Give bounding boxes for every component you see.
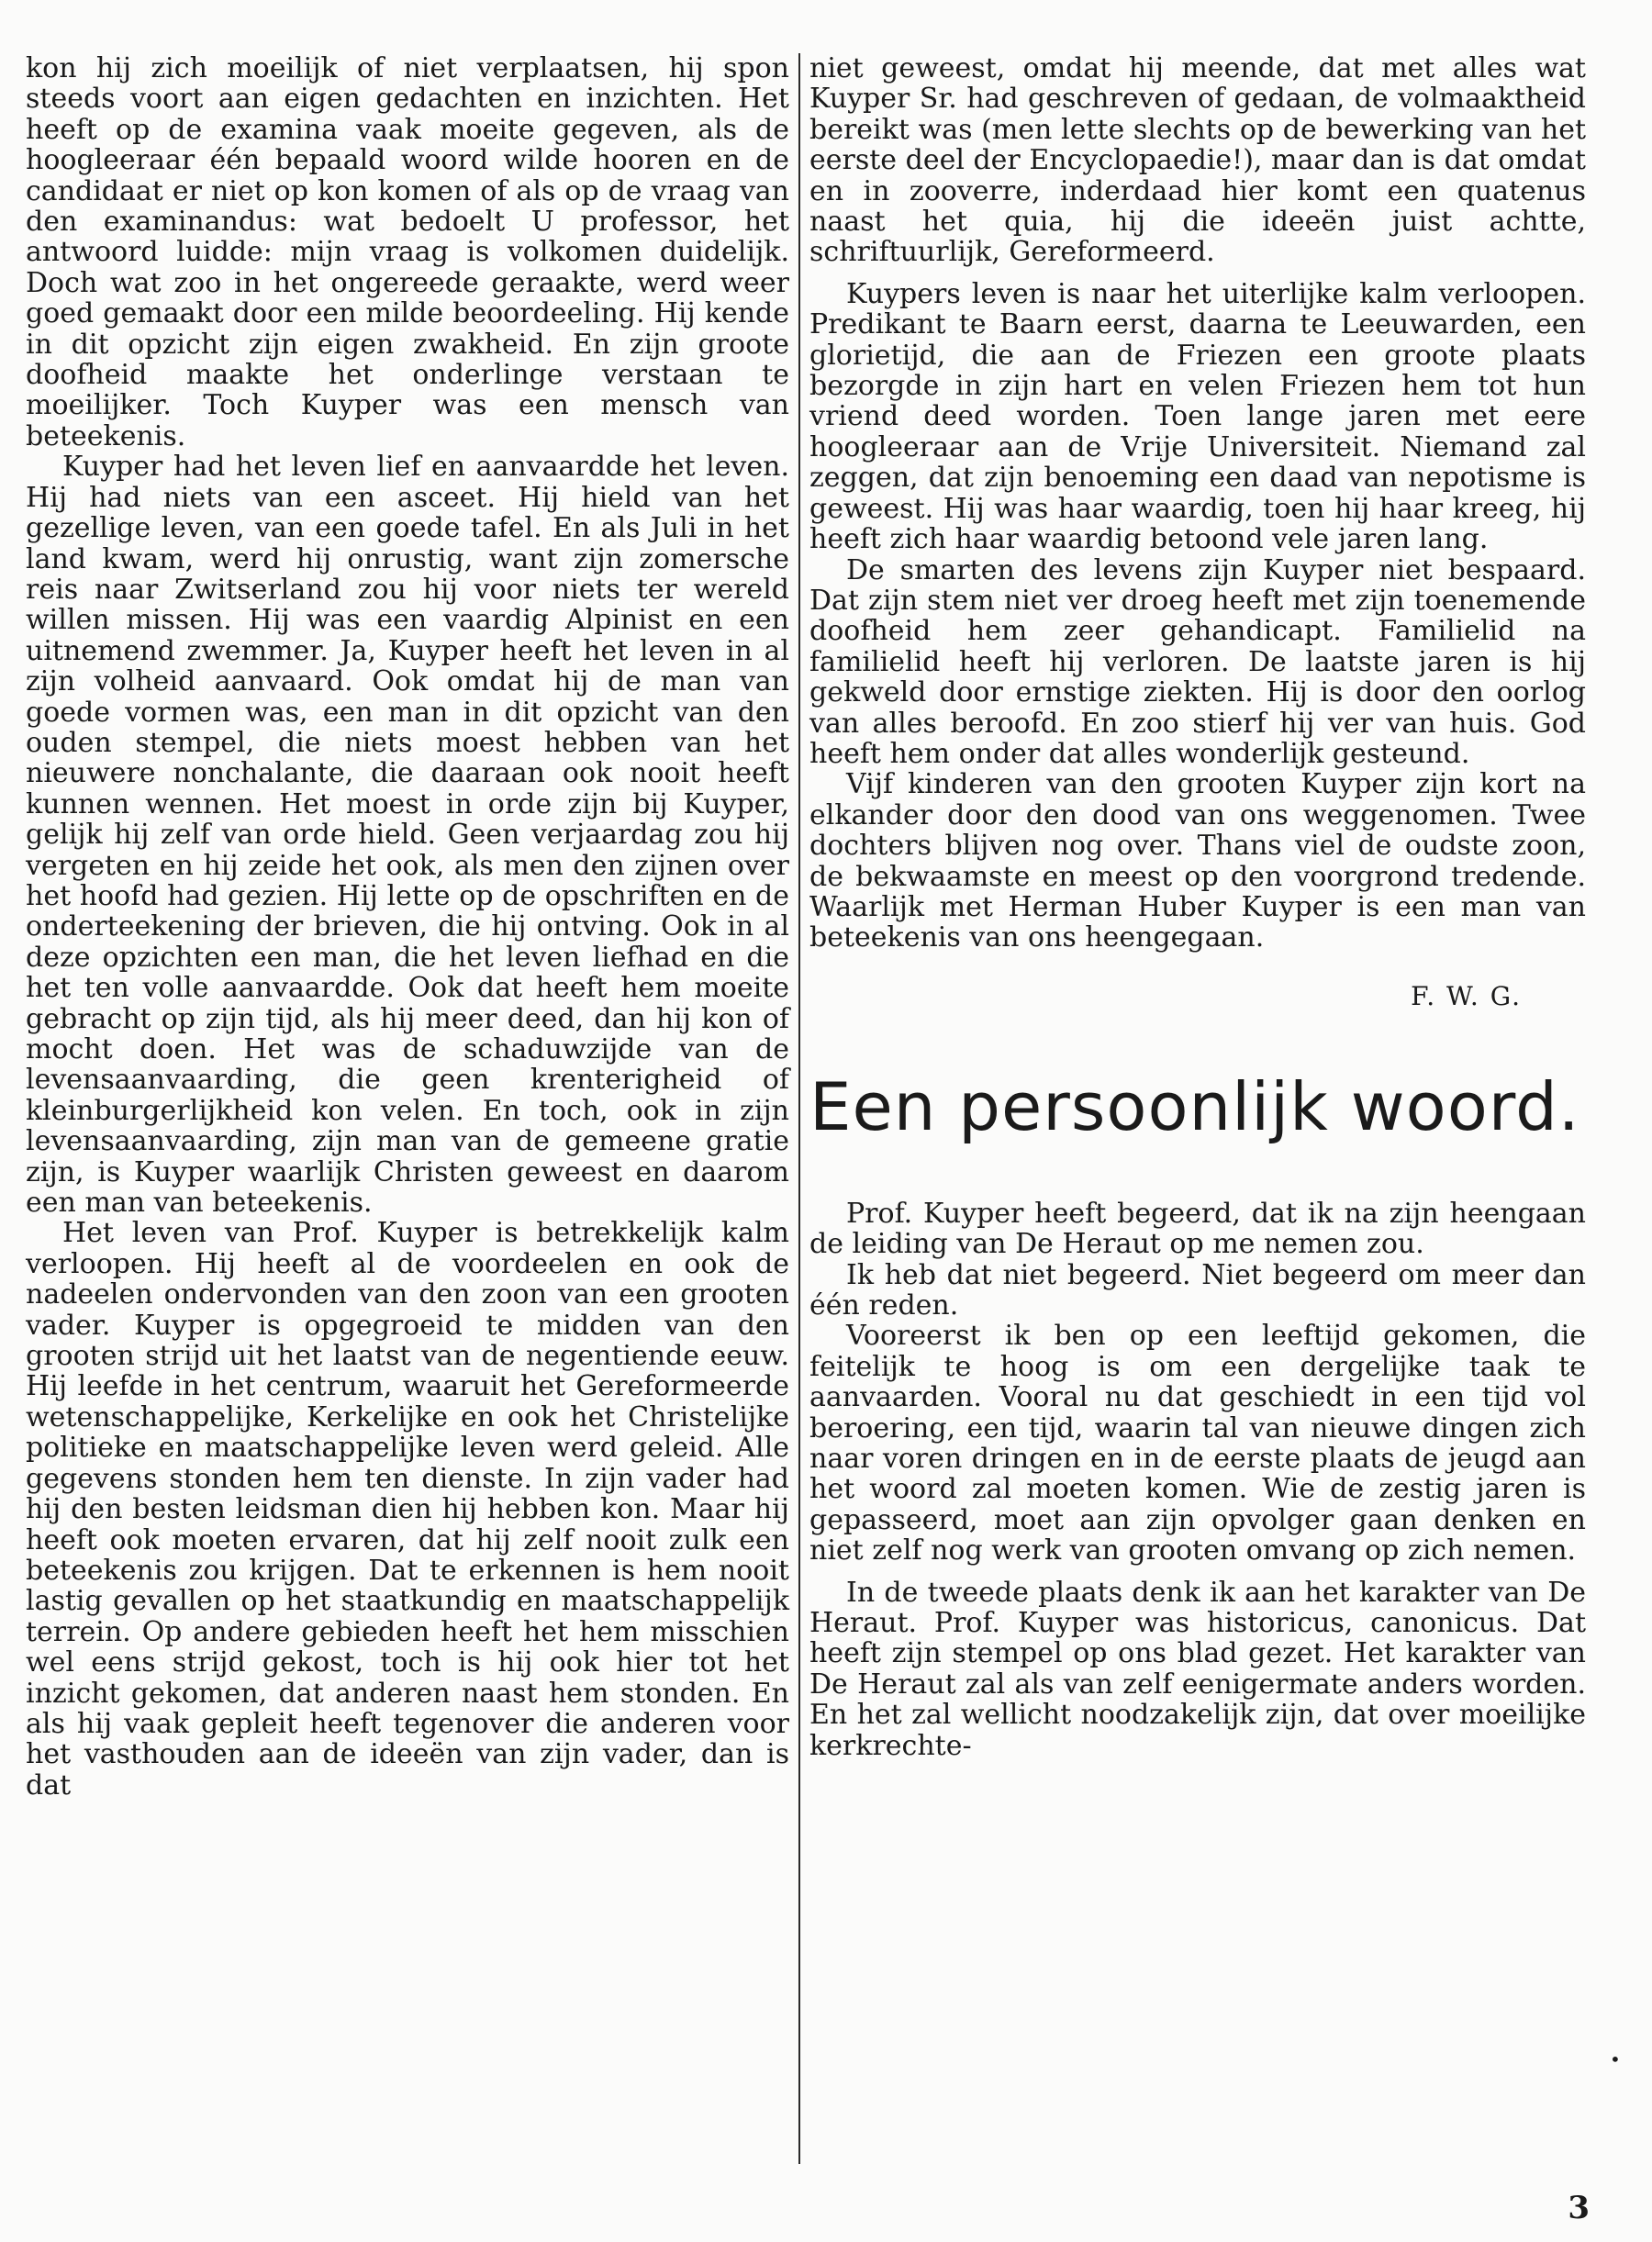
article-paragraph-4: In de tweede plaats denk ik aan het karakter van De Heraut. Prof. Kuyper was historicus, canonicus. Dat heeft zijn stempel op ons blad gezet. Het karakter van De Heraut zal als van zelf eenigermate anders worden. En het zal wellicht noodzakelijk zijn, dat over moeilijke kerkrechte- [809, 1576, 1586, 1762]
margin-dot: • [1610, 2048, 1621, 2070]
right-paragraph-1: niet geweest, omdat hij meende, dat met alles wat Kuyper Sr. had geschreven of gedaan, de volmaaktheid bereikt was (men lette slechts op de bewerking van het eerste deel der Encyclopaedie!), maar dan is dat omdat en in zooverre, inderdaad hier komt een quatenus naast het quia, hij die ideeën juist achtte, schriftuurlijk, Gereformeerd. [809, 52, 1586, 269]
right-paragraph-2: Kuypers leven is naar het uiterlijke kalm verloopen. Predikant te Baarn eerst, daarna te Leeuwarden, een glorietijd, die aan de Friezen een groote plaats bezorgde in zijn hart en velen Friezen hem tot hun vriend deed worden. Toen lange jaren met eere hoogleeraar aan de Vrije Universiteit. Niemand zal zeggen, dat zijn benoeming een daad van nepotisme is geweest. Hij was haar waardig, toen hij haar kreeg, hij heeft zich haar waardig betoond vele jaren lang. [809, 277, 1586, 556]
page-number: 3 [1568, 2190, 1590, 2226]
left-paragraph-2: Kuyper had het leven lief en aanvaardde het leven. Hij had niets van een asceet. Hij hield van het gezellige leven, van een goede tafel. En als Juli in het land kwam, werd hij onrustig, want zijn zomersche reis naar Zwitserland zou hij voor niets ter wereld willen missen. Hij was een vaardig Alpinist en een uitnemend zwemmer. Ja, Kuyper heeft het leven in al zijn volheid aanvaard. Ook omdat hij de man van goede vormen was, een man in dit opzicht van den ouden stempel, die niets moest hebben van het nieuwere nonchalante, die daaraan ook nooit heeft kunnen wennen. Het moest in orde zijn bij Kuyper, gelijk hij zelf van orde hield. Geen verjaardag zou hij vergeten en hij zeide het ook, als men den zijnen over het hoofd had gezien. Hij lette op de opschriften en de onderteekening der brieven, die hij ontving. Ook in al deze opzichten een man, die het leven liefhad en die het ten volle aanvaardde. Ook dat heeft hem moeite gebracht op zijn tijd, als hij meer deed, dan hij kon of mocht doen. Het was de schaduwzijde van de levensaanvaarding, die geen krenterigheid of kleinburgerlijkheid kon velen. En toch, ook in zijn levensaanvaarding, zijn man van de gemeene gratie zijn, is Kuyper waarlijk Christen geweest en daarom een man van beteekenis. [26, 451, 789, 1220]
left-paragraph-3: Het leven van Prof. Kuyper is betrekkelijk kalm verloopen. Hij heeft al de voordeelen en ook de nadeelen ondervonden van den zoon van een grooten vader. Kuyper is opgegroeid te midden van den grooten strijd uit het laatst van de negentiende eeuw. Hij leefde in het centrum, waaruit het Gereformeerde wetenschappelijke, Kerkelijke en ook het Christelijke politieke en maatschappelijke leven werd geleid. Alle gegevens stonden hem ten dienste. In zijn vader had hij den besten leidsman dien hij hebben kon. Maar hij heeft ook moeten ervaren, dat hij zelf nooit zulk een beteekenis zou krijgen. Dat te erkennen is hem nooit lastig gevallen op het staatkundig en maatschappelijk terrein. Op andere gebieden heeft het hem misschien wel eens strijd gekost, toch is hij ook hier tot het inzicht gekomen, dat anderen naast hem stonden. En als hij vaak gepleit heeft tegenover die anderen voor het vasthouden aan de ideeën van zijn vader, dan is dat [26, 1217, 789, 1801]
left-paragraph-1: kon hij zich moeilijk of niet verplaatsen, hij spon steeds voort aan eigen gedachten en inzichten. Het heeft op de examina vaak moeite gegeven, als de hoogleeraar één bepaald woord wilde hooren en de candidaat er niet op kon komen of als op de vraag van den examinandus: wat bedoelt U professor, het antwoord luidde: mijn vraag is volkomen duidelijk. Doch wat zoo in het ongereede geraakte, werd weer goed gemaakt door een milde beoordeeling. Hij kende in dit opzicht zijn eigen zwakheid. En zijn groote doofheid maakte het onderlinge verstaan te moeilijker. Toch Kuyper was een mensch van beteekenis. [26, 52, 789, 452]
article-paragraph-3: Vooreerst ik ben op een leeftijd gekomen, die feitelijk te hoog is om een dergelijke taak te aanvaarden. Vooral nu dat geschiedt in een tijd vol beroering, een tijd, waarin tal van nieuwe dingen zich naar voren dringen en in de eerste plaats de jeugd aan het woord zal moeten komen. Wie de zestig jaren is gepasseerd, moet aan zijn opvolger gaan denken en niet zelf nog werk van grooten omvang op zich nemen. [809, 1320, 1586, 1567]
article-paragraph-1: Prof. Kuyper heeft begeerd, dat ik na zijn heengaan de leiding van De Heraut op me nemen zou. [809, 1197, 1586, 1261]
right-paragraph-3: De smarten des levens zijn Kuyper niet bespaard. Dat zijn stem niet ver droeg heeft met zijn toenemende doofheid hem zeer gehandicapt. Familielid na familielid heeft hij verloren. De laatste jaren is hij gekweld door ernstige ziekten. Hij is door den oorlog van alles beroofd. En zoo stierf hij ver van huis. God heeft hem onder dat alles wonderlijk gesteund. [809, 553, 1586, 770]
right-column [809, 53, 1586, 1761]
right-paragraph-4: Vijf kinderen van den grooten Kuyper zijn kort na elkander door den dood van ons weggenomen. Twee dochters blijven nog over. Thans viel de oudste zoon, de bekwaamste en meest op den voorgrond tredende. Waarlijk met Herman Huber Kuyper is een man van beteekenis van ons heengegaan. [809, 768, 1586, 954]
column-divider [798, 53, 800, 2164]
left-column [26, 53, 789, 1801]
author-signature: F. W. G. [1411, 980, 1522, 1011]
article-paragraph-2: Ik heb dat niet begeerd. Niet begeerd om meer dan één reden. [809, 1258, 1586, 1322]
article-headline: Een persoonlijk woord. [809, 1067, 1580, 1145]
